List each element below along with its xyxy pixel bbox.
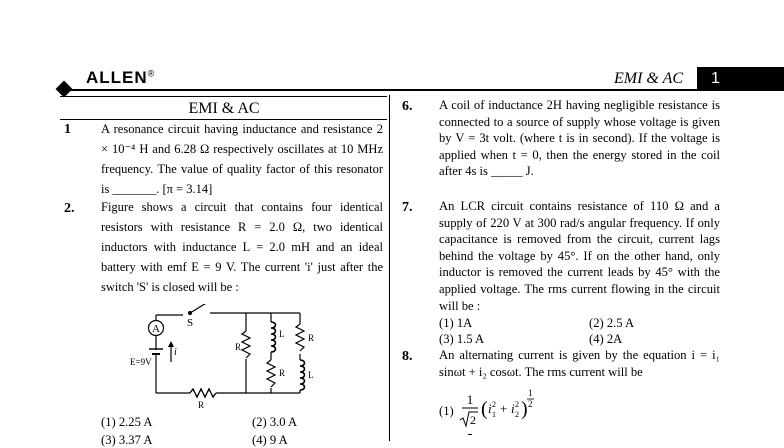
svg-text:1: 1 [492, 410, 496, 419]
question-1-text: A resonance circuit having inductance and resistance 2 × 10⁻⁴ H and 6.28 Ω respectively oscillates at 10 MHz frequency. The value of quality factor of this resonator is _______. [π = 3.14] [101, 122, 383, 196]
question-7-option-3: (3) 1.5 A [439, 332, 485, 346]
question-6-text: A coil of inductance 2H having negligible resistance is connected to a source of supply whose voltage is given by V = 3t volt. (where t is in second). If the voltage is applied when t = 0, then the energy stored in the coil after 4s is _____ J. [439, 98, 720, 179]
switch-contact [188, 311, 192, 315]
question-6-number: 6. [402, 99, 413, 114]
question-7-number: 7. [402, 200, 413, 215]
question-2-text: Figure shows a circuit that contains four identical resistors with resistance R = 2.0 Ω, two identical inductors with inductance L = 2.0 mH and an ideal battery with emf E = 9 V. The current 'i' just after the switch 'S' is closed will be : [101, 200, 383, 294]
question-7-option-1: (1) 1A [439, 316, 473, 330]
inductor-bottom-label: L [308, 370, 314, 380]
battery-label: E=9V [130, 357, 152, 367]
svg-text:(: ( [481, 398, 488, 420]
switch-blade [190, 304, 208, 313]
next-option-fragment [468, 434, 472, 435]
question-2-option-4: (4) 9 A [252, 433, 288, 447]
svg-text:i: i [488, 401, 492, 416]
header-subject: EMI & AC [614, 70, 684, 87]
resistor-left-label: R [235, 342, 242, 352]
circuit-diagram [128, 304, 328, 412]
resistor-bottom-label: R [198, 400, 205, 410]
resistor-right-label: R [308, 333, 315, 343]
current-label: i [174, 347, 177, 358]
inductor-top-label: L [279, 329, 285, 339]
question-2-number: 2. [64, 201, 75, 216]
svg-text:): ) [521, 398, 528, 420]
question-8-text: An alternating current is given by the equation i = i₁ sinωt + i₂ cosωt. The rms current will be [439, 348, 720, 379]
option-1-formula [458, 384, 558, 434]
resistor-mid-label: R [279, 368, 286, 378]
question-2-option-3: (3) 3.37 A [101, 433, 153, 447]
question-2-option-1: (1) 2.25 A [101, 415, 153, 429]
svg-text:2: 2 [470, 413, 476, 427]
question-7-text: An LCR circuit contains resistance of 110 Ω and a supply of 220 V at 300 rad/s angular frequency. If only capacitance is removed from the circuit, current lags behind the voltage by 45°. If on the other hand, only inductor is removed the current leads by 45° with the applied voltage. The rms current flowing in the circuit will be : [439, 199, 720, 313]
svg-text:2: 2 [492, 400, 496, 409]
question-7-option-4: (4) 2A [589, 332, 623, 346]
section-title-rule-top [60, 96, 387, 97]
page-number: 1 [697, 67, 784, 91]
header-rule [58, 89, 784, 91]
question-2-option-2: (2) 3.0 A [252, 415, 298, 429]
svg-text:1: 1 [528, 388, 533, 398]
svg-text:1: 1 [466, 392, 474, 407]
battery-gap [154, 350, 158, 353]
svg-text:2: 2 [528, 399, 533, 409]
svg-text:2: 2 [515, 400, 519, 409]
column-divider [389, 95, 390, 441]
section-title: EMI & AC [188, 100, 260, 117]
svg-text:i: i [511, 401, 515, 416]
question-7-option-2: (2) 2.5 A [589, 316, 635, 330]
question-8-option-1: (1) [439, 404, 454, 418]
ammeter-label: A [152, 323, 160, 335]
svg-text:2: 2 [515, 410, 519, 419]
switch-label: S [187, 317, 194, 329]
allen-logo: ALLEN® [86, 68, 156, 87]
question-8-number: 8. [402, 349, 413, 364]
svg-text:+: + [500, 401, 508, 416]
question-1-number: 1 [64, 122, 71, 137]
